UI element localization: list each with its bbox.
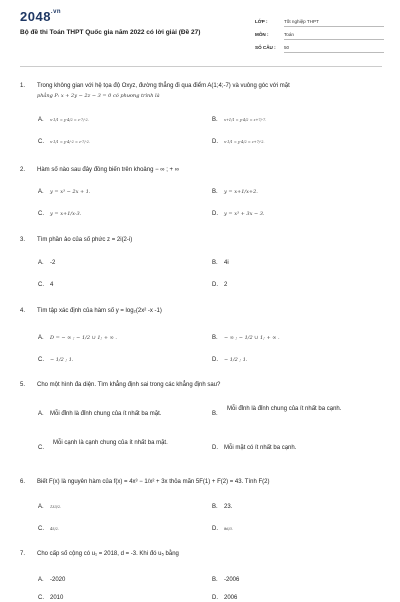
question-text: Cho cấp số cộng có u₁ = 2018, d = -3. Khi đó u₅ bằng — [37, 551, 179, 557]
question-number: 3. — [20, 237, 26, 243]
question-text: Tìm phần ảo của số phức z = 2i(2-i) — [37, 237, 133, 243]
question-text-line2: phẳng P: x + 2y − 2z − 3 = 0 có phương trình là — [37, 93, 160, 99]
question-number: 2. — [20, 167, 26, 173]
document-header — [0, 0, 400, 60]
question-text: Hàm số nào sau đây đồng biến trên khoảng − ∞ ; + ∞ — [37, 167, 179, 173]
meta-key: LỚP : — [255, 19, 268, 24]
question-text: Trong không gian với hệ tọa độ Oxyz, đường thẳng đi qua điểm A(1;4;-7) và vuông góc với mặt — [37, 83, 290, 89]
logo-text: 2048 — [20, 9, 51, 24]
question-text: Biết F(x) là nguyên hàm của f(x) = 4x³ − 1/x² + 3x thỏa mãn 5F(1) + F(2) = 43. Tính F(2) — [37, 479, 270, 485]
meta-value: Tốt nghiệp THPT — [284, 19, 319, 24]
meta-key: SỐ CÂU : — [255, 45, 276, 50]
exam-title: Bộ đề thi Toán THPT Quốc gia năm 2022 có lời giải (Đề 27) — [20, 29, 201, 36]
question-number: 6. — [20, 479, 26, 485]
question-number: 7. — [20, 551, 26, 557]
meta-value: 50 — [284, 45, 290, 50]
question-number: 1. — [20, 83, 26, 89]
question-text: Tìm tập xác định của hàm số y = log₂(2x² -x -1) — [37, 308, 162, 314]
meta-key: MÔN : — [255, 32, 269, 37]
site-logo[interactable] — [20, 9, 61, 24]
question-text: Cho một hình đa diện. Tìm khẳng định sai trong các khẳng định sau? — [37, 382, 221, 388]
logo-suffix: .vn — [50, 9, 62, 15]
question-number: 4. — [20, 308, 26, 314]
question-number: 5. — [20, 382, 26, 388]
meta-value: Toán — [284, 32, 294, 37]
header-divider — [20, 66, 382, 67]
